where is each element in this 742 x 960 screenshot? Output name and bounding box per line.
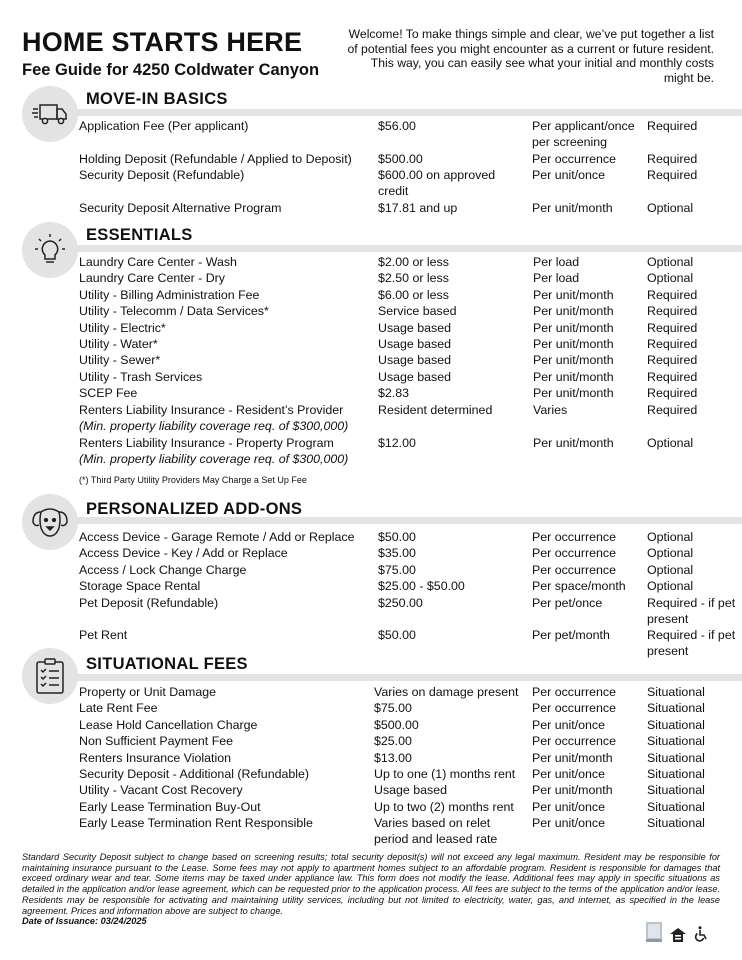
fee-status: Optional <box>647 201 694 215</box>
page-subtitle: Fee Guide for 4250 Coldwater Canyon <box>22 61 320 79</box>
table-row <box>0 545 742 561</box>
fee-frequency: Per unit/month <box>533 353 614 368</box>
fee-frequency: Per space/month <box>532 579 626 594</box>
equal-housing-icon <box>670 928 686 942</box>
fee-amount: $75.00 <box>378 562 416 577</box>
page-title: HOME STARTS HERE <box>22 27 303 57</box>
table-row <box>0 402 742 435</box>
fee-status: Optional <box>647 271 694 286</box>
fee-table-situational <box>0 684 742 848</box>
table-row <box>0 595 742 628</box>
table-row <box>0 799 742 815</box>
fee-frequency: Per load <box>533 255 580 269</box>
fee-amount: $2.00 or less <box>378 255 449 269</box>
fee-amount: Resident determined <box>378 402 493 417</box>
fee-status: Required <box>647 287 698 302</box>
fee-status: Situational <box>647 816 705 831</box>
utility-footnote: (*) Third Party Utility Providers May Charge a Set Up Fee <box>79 475 307 485</box>
table-row <box>0 733 742 749</box>
fee-name: Utility - Sewer* <box>79 353 161 368</box>
fee-status: Required - if pet present <box>647 628 736 659</box>
fee-frequency: Per unit/once <box>532 717 606 732</box>
disclaimer-text: Standard Security Deposit subject to change based on screening results; total security deposit(s) will not exceed any legal maximum. Resident may be responsible for maintaining insurance pursuant to the Lease. Some fees may not apply to apartment homes subject to an affordable program. Resident is responsible for damages that exceed ordinary wear and tear. Some items may be taxed under appliance law. This form does not modify the lease. Additional fees may apply in specific situations as detailed in the application and/or lease agreement, which can be requested prior to the application process. All fees are subject to the terms of the application and/or lease. Residents may be responsible for activating and maintaining utility services, including but not limited to electricity, water, gas, and internet, as specified in the lease agreement. Prices and information above are subject to change. <box>22 852 720 916</box>
fee-name: Pet Deposit (Refundable) <box>79 595 219 610</box>
fee-status: Optional <box>647 579 694 594</box>
table-row <box>0 700 742 716</box>
fee-frequency: Per occurrence <box>532 685 617 699</box>
fee-status: Situational <box>647 783 705 798</box>
fee-status: Situational <box>647 701 705 716</box>
fee-amount: $600.00 on approved credit <box>378 168 496 199</box>
fee-name: Storage Space Rental <box>79 579 201 594</box>
table-row <box>0 766 742 782</box>
section-title: SITUATIONAL FEES <box>86 655 248 673</box>
fee-name: SCEP Fee <box>79 386 138 401</box>
fee-status: Situational <box>647 766 705 781</box>
table-row <box>0 717 742 733</box>
table-row <box>0 200 742 216</box>
accessibility-icon <box>694 926 708 942</box>
fee-name: Early Lease Termination Buy-Out <box>79 799 261 814</box>
fee-name: Renters Liability Insurance - Resident’s Provider <box>79 402 344 417</box>
fee-amount: $35.00 <box>378 546 416 561</box>
fee-frequency: Per occurrence <box>532 530 617 544</box>
fee-status: Required - if pet present <box>647 595 736 626</box>
fee-frequency: Per occurrence <box>532 546 617 561</box>
fee-name: Renters Insurance Violation <box>79 750 231 765</box>
welcome-text: Welcome! To make things simple and clear, we’ve put together a list of potential fees you might encounter as a current or future resident. This way, you can easily see what your initial and monthly costs might be. <box>347 27 714 85</box>
fee-name: Security Deposit Alternative Program <box>79 201 282 215</box>
fee-frequency: Per occurrence <box>532 152 617 166</box>
fee-status: Required <box>647 386 698 401</box>
fee-frequency: Per unit/month <box>533 336 614 351</box>
fee-name: Early Lease Termination Rent Responsible <box>79 816 313 831</box>
table-row <box>0 815 742 848</box>
section-title: MOVE-IN BASICS <box>86 90 228 108</box>
fee-frequency: Per unit/once <box>532 766 606 781</box>
fee-amount: Varies on damage present <box>374 685 519 699</box>
fee-amount: $50.00 <box>378 628 416 643</box>
table-row <box>0 151 742 167</box>
fee-frequency: Per unit/month <box>533 320 614 335</box>
table-row <box>0 435 742 468</box>
fee-name: Non Sufficient Payment Fee <box>79 734 234 749</box>
fee-name-block <box>79 435 374 468</box>
table-row <box>0 254 742 270</box>
fee-frequency: Per occurrence <box>532 734 617 749</box>
fee-amount: $500.00 <box>374 717 419 732</box>
fee-status: Required <box>647 119 698 133</box>
fee-frequency: Per unit/month <box>533 304 614 319</box>
fee-name: Utility - Water* <box>79 336 158 351</box>
header <box>22 26 319 80</box>
fee-frequency: Per unit/month <box>532 750 613 765</box>
fee-amount: $17.81 and up <box>378 201 458 215</box>
fee-frequency: Per pet/once <box>532 595 603 610</box>
fee-amount: Usage based <box>374 783 448 798</box>
fee-frequency: Per unit/month <box>533 369 614 384</box>
fee-frequency: Per occurrence <box>532 701 617 716</box>
table-row <box>0 320 742 336</box>
fee-name-block <box>79 402 374 435</box>
fee-note: (Min. property liability coverage req. of $300,000) <box>79 451 349 466</box>
fee-amount: $56.00 <box>378 119 416 133</box>
fee-table-essentials <box>0 254 742 468</box>
fee-table-add-ons <box>0 529 742 660</box>
fee-note: (Min. property liability coverage req. of $300,000) <box>79 418 349 433</box>
footer-logos <box>646 922 708 942</box>
fee-frequency: Per unit/month <box>533 386 614 401</box>
fee-amount: $12.00 <box>378 435 416 450</box>
fee-frequency: Per unit/month <box>532 783 613 798</box>
fee-frequency: Per load <box>533 271 580 286</box>
table-row <box>0 167 742 200</box>
fee-status: Situational <box>647 685 705 699</box>
fee-amount: Usage based <box>378 369 452 384</box>
table-row <box>0 369 742 385</box>
fee-amount: $250.00 <box>378 595 423 610</box>
fee-status: Situational <box>647 717 705 732</box>
issuance-date: Date of Issuance: 03/24/2025 <box>22 916 147 927</box>
fee-frequency: Per unit/month <box>533 287 614 302</box>
fee-frequency: Per unit/once <box>532 799 606 814</box>
fee-name: Application Fee (Per applicant) <box>79 119 249 133</box>
fee-status: Optional <box>647 435 694 450</box>
fee-amount: $2.83 <box>378 386 410 401</box>
fee-status: Optional <box>647 546 694 561</box>
fee-frequency: Per unit/once <box>532 168 606 182</box>
table-row <box>0 352 742 368</box>
fee-amount: Service based <box>378 304 457 319</box>
fee-status: Required <box>647 320 698 335</box>
fee-amount: $6.00 or less <box>378 287 449 302</box>
fee-amount: $75.00 <box>374 701 412 716</box>
fee-name: Pet Rent <box>79 628 128 643</box>
fee-name: Security Deposit - Additional (Refundable) <box>79 766 310 781</box>
table-row <box>0 684 742 700</box>
fee-table-move-in <box>0 118 742 216</box>
fee-frequency: Per unit/once <box>532 816 606 831</box>
fee-amount: $50.00 <box>378 530 416 544</box>
fee-frequency: Per unit/month <box>532 201 613 215</box>
fee-name: Access Device - Garage Remote / Add or Replace <box>79 530 355 544</box>
table-row <box>0 270 742 286</box>
fee-name: Holding Deposit (Refundable / Applied to Deposit) <box>79 152 352 166</box>
fee-amount: $500.00 <box>378 152 423 166</box>
fee-amount: Usage based <box>378 320 452 335</box>
section-title: PERSONALIZED ADD-ONS <box>86 500 303 518</box>
table-row <box>0 303 742 319</box>
building-logo-icon <box>646 922 662 942</box>
table-row <box>0 578 742 594</box>
section-title: ESSENTIALS <box>86 226 193 244</box>
fee-frequency: Varies <box>533 402 568 417</box>
fee-status: Optional <box>647 255 694 269</box>
fee-amount: Usage based <box>378 353 452 368</box>
fee-name: Utility - Trash Services <box>79 369 203 384</box>
table-row <box>0 385 742 401</box>
fee-name: Access Device - Key / Add or Replace <box>79 546 288 561</box>
fee-status: Required <box>647 304 698 319</box>
fee-status: Situational <box>647 750 705 765</box>
table-row <box>0 529 742 545</box>
fee-name: Lease Hold Cancellation Charge <box>79 717 258 732</box>
section-divider <box>22 245 742 252</box>
fee-name: Laundry Care Center - Wash <box>79 255 237 269</box>
fee-name: Utility - Electric* <box>79 320 166 335</box>
fee-name: Security Deposit (Refundable) <box>79 168 245 182</box>
fee-name: Renters Liability Insurance - Property Program <box>79 435 334 450</box>
table-row <box>0 562 742 578</box>
fee-frequency: Per occurrence <box>532 562 617 577</box>
fee-status: Required <box>647 152 698 166</box>
table-row <box>0 750 742 766</box>
fee-status: Optional <box>647 530 694 544</box>
fee-amount: $13.00 <box>374 750 412 765</box>
fee-frequency: Per applicant/once per screening <box>532 119 635 150</box>
fee-frequency: Per unit/month <box>533 435 614 450</box>
fee-frequency: Per pet/month <box>532 628 610 643</box>
fee-amount: Usage based <box>378 336 452 351</box>
table-row <box>0 336 742 352</box>
table-row <box>0 782 742 798</box>
table-row <box>0 287 742 303</box>
fee-name: Access / Lock Change Charge <box>79 562 247 577</box>
table-row <box>0 118 742 151</box>
fee-name: Laundry Care Center - Dry <box>79 271 225 286</box>
section-divider <box>22 109 742 116</box>
fee-amount: $2.50 or less <box>378 271 449 286</box>
fee-status: Required <box>647 168 698 182</box>
fee-amount: $25.00 <box>374 734 412 749</box>
fee-status: Required <box>647 369 698 384</box>
fee-name: Property or Unit Damage <box>79 685 217 699</box>
fee-amount: $25.00 - $50.00 <box>378 579 465 594</box>
fee-status: Required <box>647 353 698 368</box>
fee-status: Optional <box>647 562 694 577</box>
fee-status: Situational <box>647 799 705 814</box>
fee-status: Required <box>647 402 698 417</box>
fee-status: Situational <box>647 734 705 749</box>
fee-name: Late Rent Fee <box>79 701 158 716</box>
fee-status: Required <box>647 336 698 351</box>
fee-amount: Up to two (2) months rent <box>374 799 514 814</box>
fee-name: Utility - Vacant Cost Recovery <box>79 783 243 798</box>
fee-name: Utility - Billing Administration Fee <box>79 287 260 302</box>
fee-amount: Varies based on relet period and leased rate <box>374 816 498 847</box>
footer-disclaimer <box>22 852 720 927</box>
fee-name: Utility - Telecomm / Data Services* <box>79 304 269 319</box>
section-divider <box>22 674 742 681</box>
fee-amount: Up to one (1) months rent <box>374 766 516 781</box>
